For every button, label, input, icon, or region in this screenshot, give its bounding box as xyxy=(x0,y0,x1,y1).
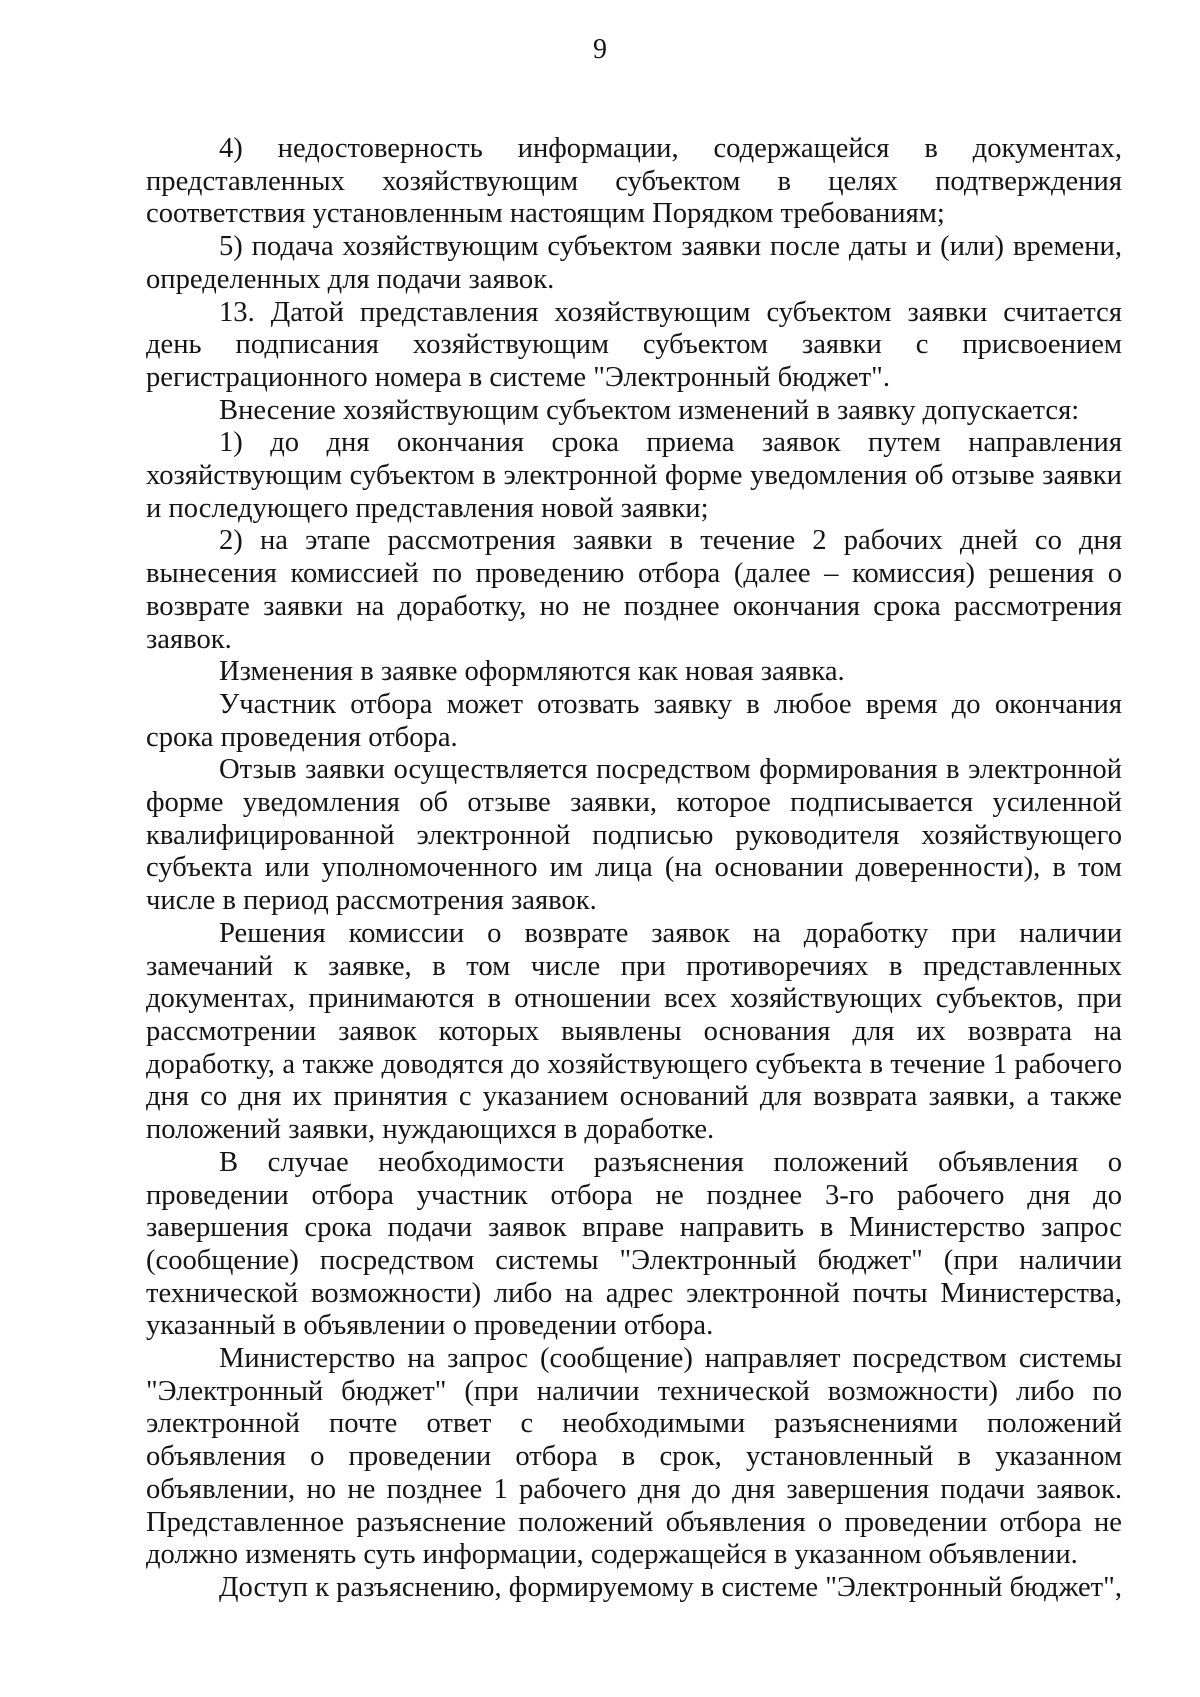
paragraph-ministry-response: Министерство на запрос (сообщение) направляет посредством системы "Электронный бюджет" (при наличии технической возможности) либо по электронной почте ответ с необходимыми разъяснениями положений объявления о проведении отбора в срок, установленный в указанном объявлении, но не позднее 1 рабочего дня до дня завершения подачи заявок. Представленное разъяснение положений объявления о проведении отбора не должно изменять суть информации, содержащейся в указанном объявлении. xyxy=(146,1343,1122,1571)
paragraph-changes-format: Изменения в заявке оформляются как новая заявка. xyxy=(219,656,845,688)
paragraph-changes-item-2: 2) на этапе рассмотрения заявки в течение 2 рабочих дней со дня вынесения комиссией по проведению отбора (далее – комиссия) решения о возврате заявки на доработку, но не позднее окончания срока рассмотрения заявок. xyxy=(146,525,1122,655)
paragraph-changes-intro: Внесение хозяйствующим субъектом изменений в заявку допускается: xyxy=(219,394,1080,426)
paragraph-clarification-access: Доступ к разъяснению, формируемому в системе "Электронный бюджет", xyxy=(219,1571,1122,1603)
paragraph-clause-13: 13. Датой представления хозяйствующим субъектом заявки считается день подписания хозяйствующим субъектом заявки с присвоением регистрационного номера в системе "Электронный бюджет". xyxy=(146,296,1122,393)
paragraph-item-4: 4) недостоверность информации, содержащейся в документах, представленных хозяйствующим субъектом в целях подтверждения соответствия установленным настоящим Порядком требованиям; xyxy=(146,133,1122,230)
paragraph-withdrawal-procedure: Отзыв заявки осуществляется посредством формирования в электронной форме уведомления об отзыве заявки, которое подписывается усиленной квалифицированной электронной подписью руководителя хозяйствующего субъекта или уполномоченного им лица (на основании доверенности), в том числе в период рассмотрения заявок. xyxy=(146,754,1122,917)
page-number: 9 xyxy=(593,34,607,65)
paragraph-changes-item-1: 1) до дня окончания срока приема заявок путем направления хозяйствующим субъектом в электронной форме уведомления об отзыве заявки и последующего представления новой заявки; xyxy=(146,427,1122,524)
document-body xyxy=(146,133,1122,1605)
paragraph-clarification-request: В случае необходимости разъяснения положений объявления о проведении отбора участник отбора не позднее 3-го рабочего дня до завершения срока подачи заявок вправе направить в Министерство запрос (сообщение) посредством системы "Электронный бюджет" (при наличии технической возможности) либо на адрес электронной почты Министерства, указанный в объявлении о проведении отбора. xyxy=(146,1146,1122,1342)
paragraph-commission-decisions: Решения комиссии о возврате заявок на доработку при наличии замечаний к заявке, в том числе при противоречиях в представленных документах, принимаются в отношении всех хозяйствующих субъектов, при рассмотрении заявок которых выявлены основания для их возврата на доработку, а также доводятся до хозяйствующего субъекта в течение 1 рабочего дня со дня их принятия с указанием оснований для возврата заявки, а также положений заявки, нуждающихся в доработке. xyxy=(146,917,1122,1146)
paragraph-withdrawal: Участник отбора может отозвать заявку в любое время до окончания срока проведения отбора. xyxy=(146,688,1122,753)
paragraph-item-5: 5) подача хозяйствующим субъектом заявки после даты и (или) времени, определенных для подачи заявок. xyxy=(146,231,1122,295)
